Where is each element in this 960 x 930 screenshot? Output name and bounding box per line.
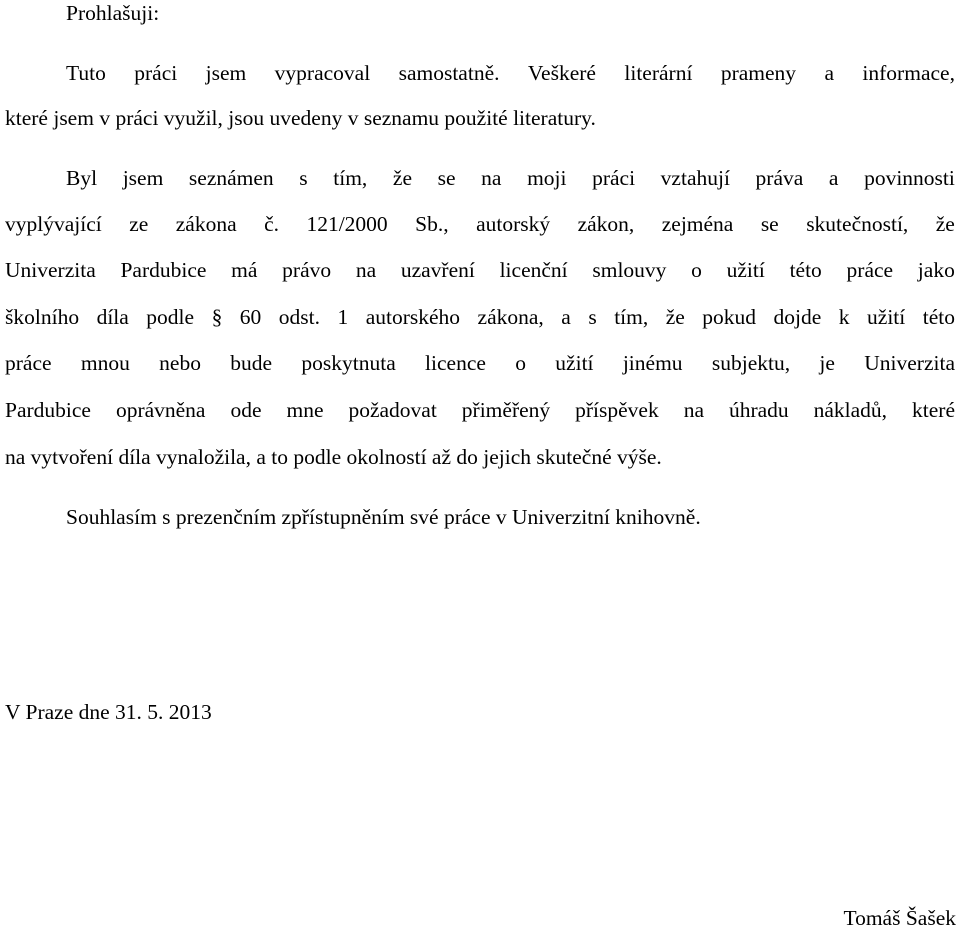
word: s — [299, 166, 308, 190]
signature-name: Tomáš Šašek — [843, 906, 956, 930]
word: užití — [555, 351, 594, 375]
word: nebo — [159, 351, 201, 375]
word: že — [392, 166, 413, 190]
paragraph-2-line-2 — [5, 214, 955, 242]
word: Univerzita — [864, 351, 955, 375]
word: na — [355, 258, 377, 282]
word: Pardubice — [120, 258, 207, 282]
word: samostatně. — [398, 61, 500, 85]
word: prameny — [720, 61, 797, 85]
word: o — [691, 258, 702, 282]
word: práce — [5, 351, 52, 375]
word: o — [515, 351, 526, 375]
word: mnou — [80, 351, 130, 375]
word: povinnosti — [864, 166, 955, 190]
word: práce — [846, 258, 894, 282]
word: práci — [592, 166, 636, 190]
word: práci — [134, 61, 178, 85]
word: a — [561, 305, 571, 329]
word: má — [231, 258, 258, 282]
word: licence — [425, 351, 486, 375]
word: moji — [527, 166, 567, 190]
word: že — [665, 305, 685, 329]
word: odst. — [278, 305, 320, 329]
word: na — [481, 166, 502, 190]
word: tím, — [333, 166, 368, 190]
word: jsem — [122, 166, 164, 190]
word: skutečností, — [806, 212, 909, 236]
word: č. — [264, 212, 279, 236]
paragraph-2-line-3 — [5, 260, 955, 288]
word: se — [760, 212, 779, 236]
word: této — [789, 258, 822, 282]
word: je — [819, 351, 835, 375]
word: a — [824, 61, 835, 85]
word: podle — [146, 305, 195, 329]
word: díla — [96, 305, 129, 329]
word: dojde — [773, 305, 822, 329]
word: oprávněna — [115, 398, 206, 422]
word: Byl — [66, 166, 98, 190]
paragraph-2-line-1 — [66, 168, 955, 196]
word: zákona — [175, 212, 237, 236]
word: zákona, — [477, 305, 544, 329]
word: literární — [624, 61, 693, 85]
word: příspěvek — [575, 398, 659, 422]
word: smlouvy — [592, 258, 667, 282]
paragraph-2-line-4 — [5, 307, 955, 335]
word: že — [935, 212, 955, 236]
consent-statement: Souhlasím s prezenčním zpřístupněním své práce v Univerzitní knihovně. — [66, 505, 701, 529]
word: ze — [129, 212, 149, 236]
word: informace, — [862, 61, 955, 85]
word: školního — [5, 305, 80, 329]
word: autorského — [365, 305, 461, 329]
paragraph-1-line-2: které jsem v práci využil, jsou uvedeny v seznamu použité literatury. — [5, 106, 596, 130]
word: licenční — [499, 258, 568, 282]
word: subjektu, — [711, 351, 791, 375]
declaration-heading: Prohlašuji: — [66, 1, 160, 25]
word: vyplývající — [5, 212, 102, 236]
word: tím, — [614, 305, 649, 329]
word: které — [912, 398, 955, 422]
word: seznámen — [188, 166, 274, 190]
word: k — [838, 305, 850, 329]
word: jako — [917, 258, 955, 282]
word: této — [922, 305, 955, 329]
word: se — [437, 166, 456, 190]
word: jinému — [622, 351, 683, 375]
word: ode — [230, 398, 262, 422]
word: 60 — [239, 305, 262, 329]
paragraph-1-line-1 — [66, 63, 955, 91]
word: uzavření — [400, 258, 475, 282]
word: práva — [755, 166, 804, 190]
word: Sb., — [415, 212, 449, 236]
word: 121/2000 — [306, 212, 388, 236]
word: požadovat — [348, 398, 437, 422]
word: zejména — [661, 212, 734, 236]
word: mne — [286, 398, 324, 422]
word: užití — [867, 305, 906, 329]
word: úhradu — [728, 398, 789, 422]
word: vypracoval — [274, 61, 371, 85]
word: Veškeré — [527, 61, 596, 85]
word: pokud — [702, 305, 757, 329]
word: jsem — [205, 61, 247, 85]
word: vztahují — [660, 166, 730, 190]
word: na — [683, 398, 704, 422]
word: bude — [230, 351, 273, 375]
word: užití — [726, 258, 765, 282]
word: Pardubice — [5, 398, 91, 422]
paragraph-2-line-6 — [5, 400, 955, 428]
word: zákon, — [577, 212, 635, 236]
place-and-date: V Praze dne 31. 5. 2013 — [5, 700, 212, 724]
paragraph-2-line-7: na vytvoření díla vynaložila, a to podle okolností až do jejich skutečné výše. — [5, 445, 662, 469]
word: Tuto — [66, 61, 106, 85]
word: 1 — [337, 305, 349, 329]
word: § — [211, 305, 223, 329]
word: a — [828, 166, 839, 190]
word: přiměřený — [461, 398, 551, 422]
word: nákladů, — [813, 398, 888, 422]
word: autorský — [476, 212, 551, 236]
word: poskytnuta — [301, 351, 396, 375]
word: s — [588, 305, 597, 329]
word: právo — [282, 258, 332, 282]
paragraph-2-line-5 — [5, 353, 955, 381]
word: Univerzita — [5, 258, 96, 282]
